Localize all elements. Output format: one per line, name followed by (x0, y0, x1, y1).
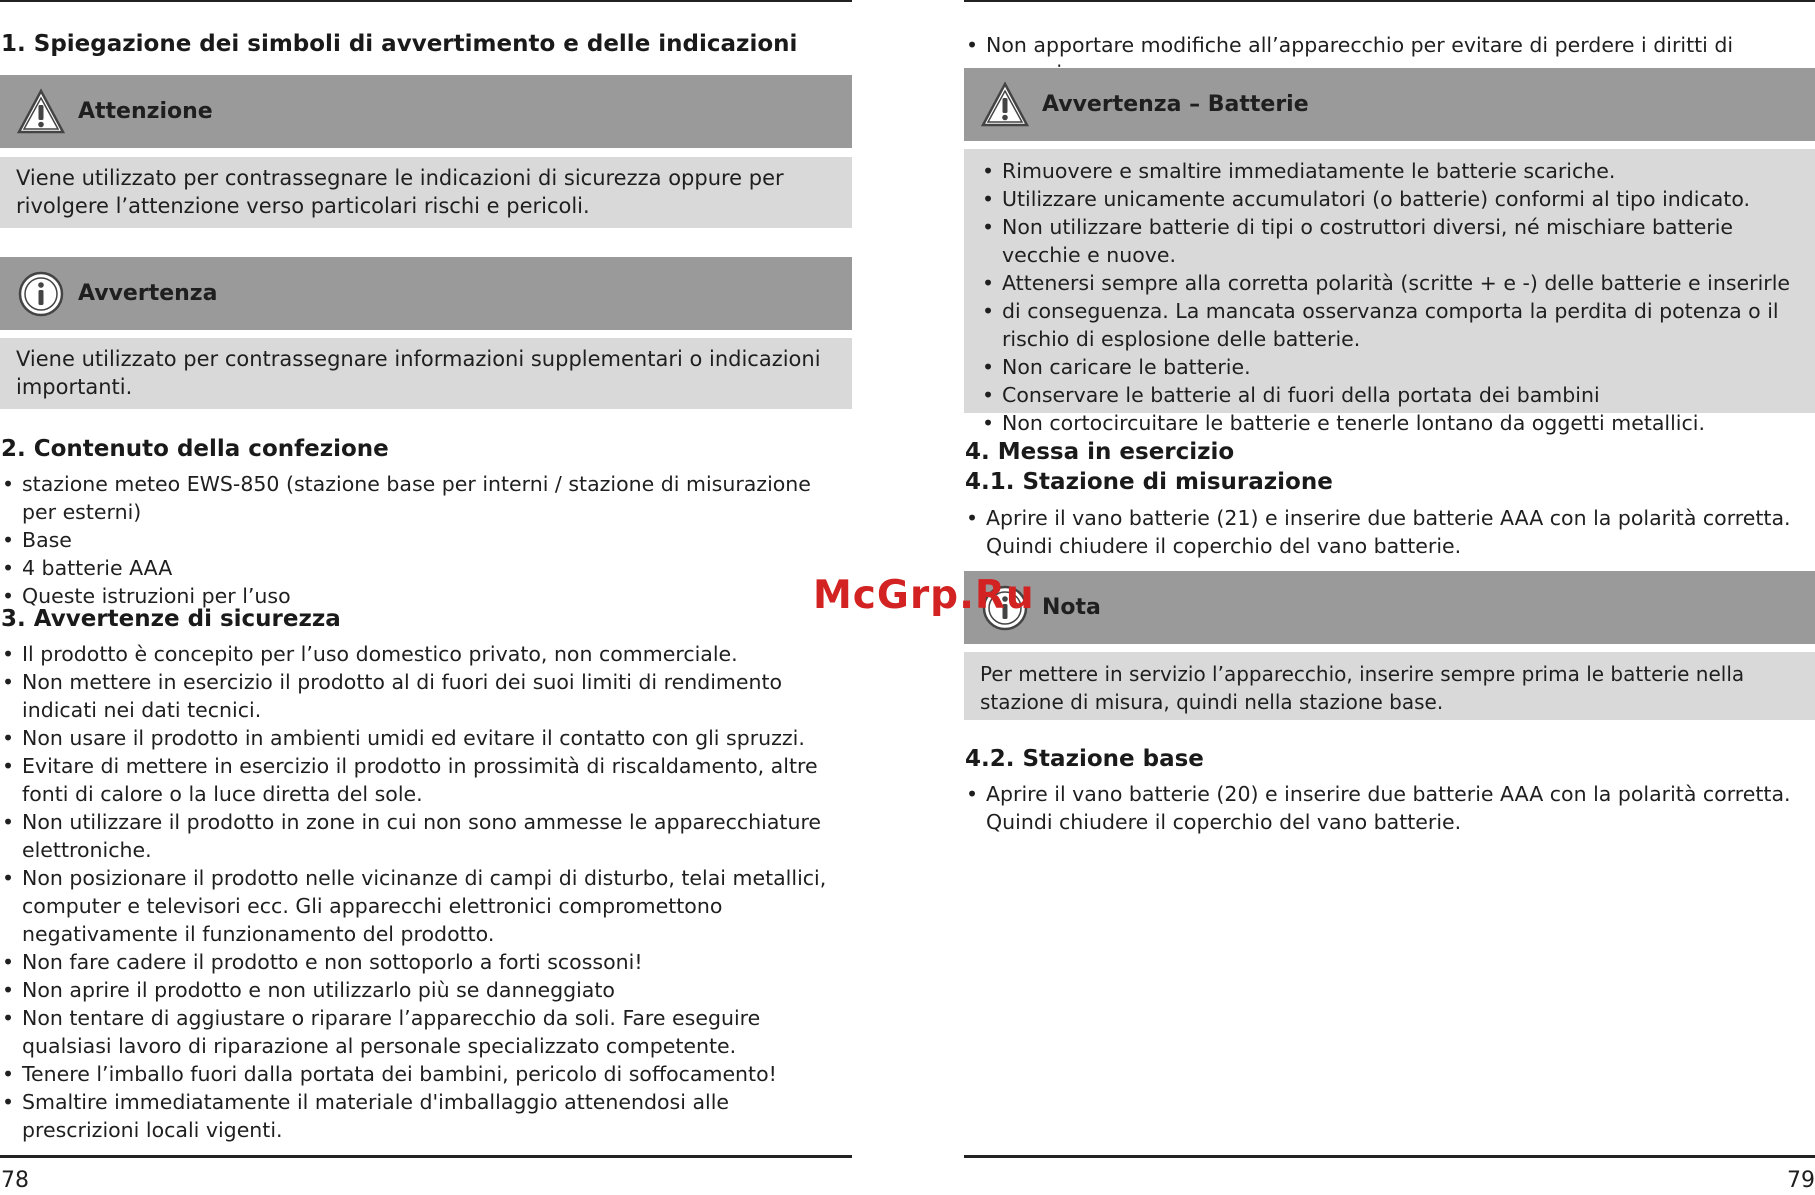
measuring-station-list (964, 504, 1815, 560)
list-item: • Non posizionare il prodotto nelle vicinanze di campi di disturbo, telai metallici, computer e televisori ecc. Gli apparecchi elettronici compromettono negativamente il funzionamento del prodotto. (0, 864, 852, 948)
battery-warning-title: Avvertenza – Batterie (1042, 92, 1309, 117)
section-4-2-heading: 4.2. Stazione base (965, 746, 1204, 772)
warning-box (0, 338, 852, 409)
list-item: • Non utilizzare batterie di tipi o costruttori diversi, né mischiare batterie vecchie e nuove. (980, 213, 1800, 269)
list-item: • Non fare cadere il prodotto e non sottoporlo a forti scossoni! (0, 948, 852, 976)
warning-title: Avvertenza (78, 281, 218, 306)
attention-text: Viene utilizzato per contrassegnare le indicazioni di sicurezza oppure per rivolgere l’attenzione verso particolari rischi e pericoli. (16, 166, 784, 218)
note-title: Nota (1042, 595, 1101, 620)
list-item: • 4 batterie AAA (0, 554, 850, 582)
section-1-heading: 1. Spiegazione dei simboli di avvertimento e delle indicazioni (1, 31, 798, 57)
battery-warning-box (964, 149, 1815, 435)
page-number-left: 78 (1, 1168, 29, 1193)
package-contents-list (0, 470, 850, 610)
note-box (964, 652, 1815, 720)
list-item: • stazione meteo EWS-850 (stazione base per interni / stazione di misurazione per esterni) (0, 470, 850, 526)
list-item: • di conseguenza. La mancata osservanza comporta la perdita di potenza o il rischio di esplosione delle batterie. (980, 297, 1800, 353)
list-item: • Utilizzare unicamente accumulatori (o batterie) conformi al tipo indicato. (980, 185, 1800, 213)
note-text: Per mettere in servizio l’apparecchio, inserire sempre prima le batterie nella stazione di misura, quindi nella stazione base. (980, 662, 1745, 714)
list-item: • Conservare le batterie al di fuori della portata dei bambini (980, 381, 1800, 409)
list-item: • Il prodotto è concepito per l’uso domestico privato, non commerciale. (0, 640, 852, 668)
attention-band (0, 75, 852, 148)
page-number-right: 79 (1787, 1168, 1815, 1193)
list-item: • Base (0, 526, 850, 554)
bottom-rule (964, 1155, 1815, 1158)
note-band (964, 571, 1815, 644)
list-item: • Queste istruzioni per l’uso (0, 582, 850, 610)
base-station-list (964, 780, 1815, 836)
top-rule (964, 0, 1815, 2)
attention-title: Attenzione (78, 99, 213, 124)
battery-warning-band (964, 68, 1815, 141)
list-item: • Non utilizzare il prodotto in zone in cui non sono ammesse le apparecchiature elettroniche. (0, 808, 852, 864)
list-item: • Non aprire il prodotto e non utilizzarlo più se danneggiato (0, 976, 852, 1004)
bottom-rule (0, 1155, 852, 1158)
battery-warning-list (980, 157, 1800, 437)
safety-list (0, 640, 852, 1144)
list-item: • Non caricare le batterie. (980, 353, 1800, 381)
warning-text: Viene utilizzato per contrassegnare informazioni supplementari o indicazioni importanti. (16, 347, 821, 399)
list-item: • Evitare di mettere in esercizio il prodotto in prossimità di riscaldamento, altre fonti di calore o la luce diretta del sole. (0, 752, 852, 808)
list-item: • Non tentare di aggiustare o riparare l’apparecchio da soli. Fare eseguire qualsiasi lavoro di riparazione al personale specializzato competente. (0, 1004, 852, 1060)
attention-box (0, 157, 852, 228)
list-item: • Rimuovere e smaltire immediatamente le batterie scariche. (980, 157, 1800, 185)
list-item: • Non cortocircuitare le batterie e tenerle lontano da oggetti metallici. (980, 409, 1800, 437)
list-item: • Aprire il vano batterie (21) e inserire due batterie AAA con la polarità corretta. Quindi chiudere il coperchio del vano batterie. (964, 504, 1815, 560)
section-4-1-heading: 4.1. Stazione di misurazione (965, 469, 1333, 495)
list-item: • Tenere l’imballo fuori dalla portata dei bambini, pericolo di soffocamento! (0, 1060, 852, 1088)
warning-triangle-icon (16, 87, 66, 137)
watermark-text: McGrp.Ru (813, 573, 1035, 618)
warning-band (0, 257, 852, 330)
warning-triangle-icon (980, 80, 1030, 130)
top-rule (0, 0, 852, 2)
list-item: • Smaltire immediatamente il materiale d'imballaggio attenendosi alle prescrizioni locali vigenti. (0, 1088, 852, 1144)
list-item: • Aprire il vano batterie (20) e inserire due batterie AAA con la polarità corretta. Quindi chiudere il coperchio del vano batterie. (964, 780, 1815, 836)
section-3-heading: 3. Avvertenze di sicurezza (1, 606, 341, 632)
info-circle-icon (16, 269, 66, 319)
list-item: • Attenersi sempre alla corretta polarità (scritte + e -) delle batterie e inserirle (980, 269, 1800, 297)
list-item: • Non mettere in esercizio il prodotto al di fuori dei suoi limiti di rendimento indicati nei dati tecnici. (0, 668, 852, 724)
list-item: • Non apportare modifiche all’apparecchio per evitare di perdere i diritti di (964, 31, 1815, 87)
list-item: • Non usare il prodotto in ambienti umidi ed evitare il contatto con gli spruzzi. (0, 724, 852, 752)
section-2-heading: 2. Contenuto della confezione (1, 436, 389, 462)
section-4-heading: 4. Messa in esercizio (965, 439, 1235, 465)
